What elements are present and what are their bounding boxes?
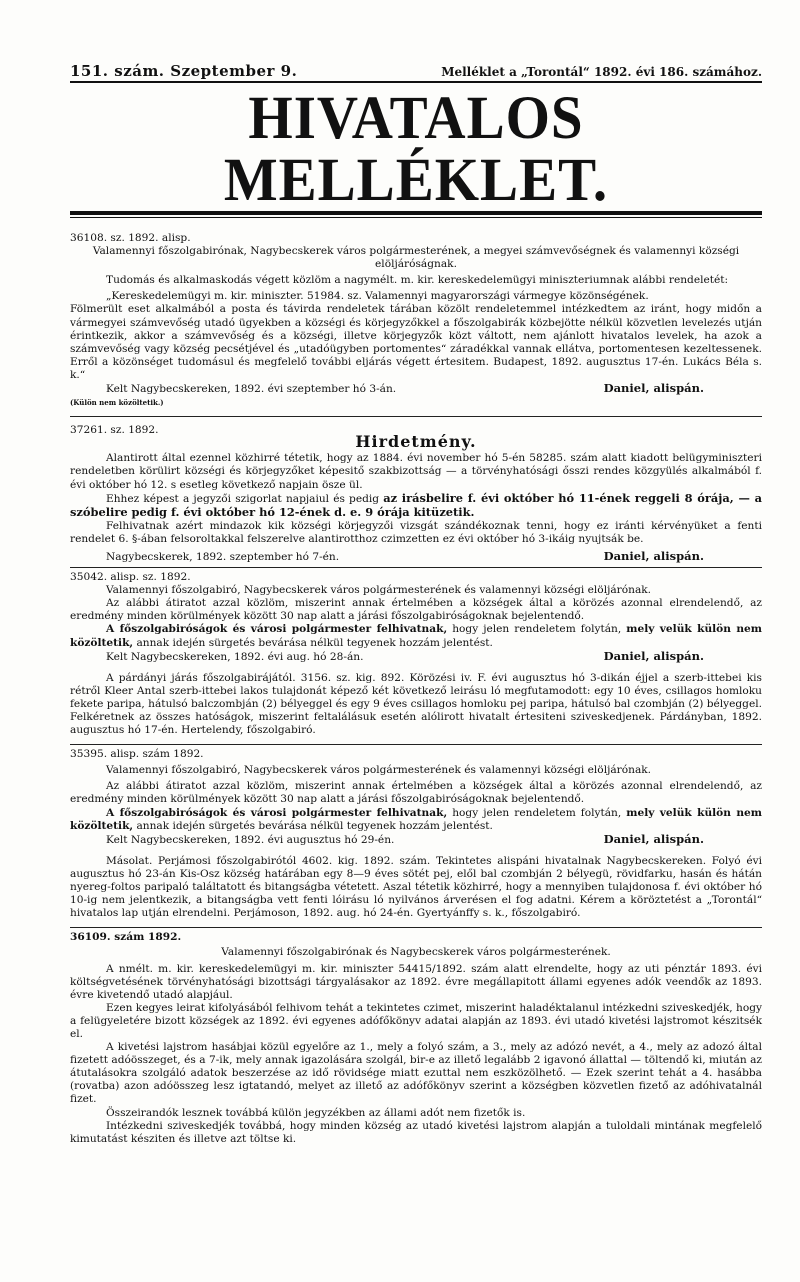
- schedule-dates: az irásbelire f. évi október hó 11-ének reggeli 8 órája, — a szóbelire pedig f. évi október hó 12-ének d. e. 9 órája kitüzetik.: [70, 490, 762, 519]
- notice-address: Valamennyi főszolgabiró, Nagybecskerek város polgármesterének és valamennyi községi elöljárónak.: [106, 584, 652, 597]
- notice-reference: 35042. alisp. sz. 1892.: [70, 571, 191, 584]
- notice-instructions: [70, 623, 762, 649]
- signatory: Daniel, alispán.: [603, 548, 704, 563]
- document-body: [70, 218, 762, 1146]
- notice-paragraph: Intézkedni sziveskedjék továbbá, hogy minden község az utadó kivetési lajstrom alapján a tuloldali mintának megfelelő kimutatást késziten és illetve azt töltse ki.: [70, 1119, 762, 1145]
- notice-35042: [70, 568, 762, 737]
- plain-phrase: hogy jelen rendeletem folytán,: [447, 623, 627, 636]
- notice-37261: [70, 417, 762, 564]
- notice-35395: [70, 745, 762, 920]
- notice-paragraph: Összeirandók lesznek továbbá külön jegyzékben az állami adót nem fizetők is.: [106, 1106, 526, 1119]
- supplement-note: Melléklet a „Torontál“ 1892. évi 186. számához.: [441, 65, 762, 79]
- notice-36109: [70, 928, 762, 1146]
- bold-phrase: mely velük külön nem közöltetik,: [70, 806, 762, 832]
- announcement-title: Hirdetmény.: [355, 432, 477, 452]
- signatory: Daniel, alispán.: [603, 648, 704, 663]
- announcement-paragraph: Alantirott által ezennel közhirré tétetik, hogy az 1884. évi november hó 5-én 58285. szám alatt kiadott belügyminiszteri rendeletben körülirt községi és körjegyzőket képesitő szakbizottság — a törvényhatósági ősszi rendes közgyülés alkalmából f. évi október hó 12. s esetleg következő napjain ösze ül.: [70, 452, 762, 491]
- notice-reference: 36108. sz. 1892. alisp.: [70, 232, 191, 244]
- notice-paragraph: A nmélt. m. kir. kereskedelemügyi m. kir. miniszter 54415/1892. szám alatt elrendelte, hogy az uti pénztár 1893. évi költségvetésének törvényhatósági bizottsági tárgyalásakor az 1892. évre megállapitott állami egyenes adók veendők az 1893. évre kivetendő utadó alapjául.: [70, 962, 762, 1001]
- notice-paragraph: Az alábbi átiratot azzal közlöm, miszerint annak értelmében a községek által a körözés azonnal elrendelendő, az eredmény minden körülmények között 30 nap alatt a járási főszolgabiróságoknak bejelentendő.: [70, 597, 762, 623]
- ministry-line: „Kereskedelemügyi m. kir. miniszter. 51984. sz. Valamennyi magyarországi vármegye közönségének.: [106, 290, 649, 303]
- notice-reference: 35395. alisp. szám 1892.: [70, 748, 204, 761]
- signatory: Daniel, alispán.: [603, 381, 704, 396]
- signature-line: [70, 650, 762, 664]
- notice-date: Kelt Nagybecskereken, 1892. évi augusztus hó 29-én.: [106, 833, 395, 846]
- notice-36108: [70, 218, 762, 409]
- notice-date: Kelt Nagybecskereken, 1892. évi aug. hó 28-án.: [106, 650, 364, 663]
- notice-intro: Tudomás és alkalmaskodás végett közlöm a nagymélt. m. kir. kereskedelemügyi miniszteriumnak alábbi rendeletét:: [106, 274, 729, 287]
- bold-phrase: A főszolgabiróságok és városi polgármester felhivatnak,: [106, 806, 448, 819]
- notice-paragraph: Ezen kegyes leirat kifolyásából felhivom tehát a tekintetes czimet, miszerint haladéktalanul intézkedni sziveskedjék, hogy a felügyeletére bizott községek az 1892. évi egyenes adófőkönyv adatai alapján az 1893. évi utadó kivetési lajstromot készitsék el.: [70, 1001, 762, 1040]
- plain-phrase: annak idején sürgetés bevárása nélkül tegyenek hozzám jelentést.: [133, 636, 493, 649]
- bold-phrase: mely velük külön nem közöltetik,: [70, 623, 762, 649]
- notice-address: Valamennyi főszolgabirónak és Nagybecskerek város polgármesterének.: [221, 946, 611, 959]
- signature-line: [70, 550, 762, 564]
- application-instructions: Felhivatnak azért mindazok kik községi körjegyzői vizsgát szándékoznak tenni, hogy ez iránti kérvényüket a fenti rendelet 6. §-ában felsoroltakkal felszerelve alantirotthoz czimzetten ez évi október hó 3-ikáig nyujtsák be.: [70, 519, 762, 545]
- notice-address: Valamennyi főszolgabiró, Nagybecskerek város polgármesterének és valamennyi községi elöljárónak.: [106, 764, 652, 777]
- transcript-paragraph: A párdányi járás főszolgabirájától. 3156. sz. kig. 892. Körözési iv. F. évi augusztus hó 3-dikán éjjel a szerb-ittebei kis rétről Kleer Antal szerb-ittebei lakos tulajdonát képező két következő leirásu ló megfutamodott: egy 10 éves, csillagos homloku fekete paripa, hátulsó balczombján (2) bélyeggel és egy 9 éves csillagos homloku pej paripa, hátulsó bal czombján (2) bélyeggel. Felkéretnek az összes hatóságok, miszerint feltalálásuk esetén alólirott hivatalt értesiteni sziveskedjenek. Párdányban, 1892. augusztus hó 17-én. Hertelendy, főszolgabiró.: [70, 671, 762, 737]
- signatory: Daniel, alispán.: [603, 831, 704, 846]
- masthead-title: HIVATALOS MELLÉKLET.: [223, 84, 609, 214]
- notice-paragraph: A kivetési lajstrom hasábjai közül egyelőre az 1., mely a folyó szám, a 3., mely az adózó nevét, a 4., mely az adozó által fizetett adóösszeget, és a 7-ik, mely annak igazolására szolgál, bir-e az illető legalább 2 igavonó állattal — töltendő ki, miután az átutalásokra szolgáló adatok beszerzése az idő rövidsége miatt ezuttal nem eszközölhető. — Ezek szerint tehát a 4. hasábba (rovatba) azon adóösszeg lesz igtatandó, melyet az illető az adófőkönyv szerint a községben közvetlen fizető az adóhivatalnál fizet.: [70, 1041, 762, 1106]
- bold-phrase: A főszolgabiróságok és városi polgármester felhivatnak,: [106, 623, 448, 636]
- decree-text: Fölmerült eset alkalmából a posta és távirda rendeletek tárában közölt rendeletemmel intézkedtem az iránt, hogy midőn a vármegyei számvevőség utadó ügyekben a községi és körjegyzőkkel a főszolgabirák közbejötte nélkül közvetlen levelezés utján érintkezik, akkor a számvevőség és a községi, illetve körjegyzők közt váltott, nem ajánlott hivatalos levelek, ha azok a számvevőség vagy község pecsétjével és „utadóügyben portomentes“ záradékkal vannak ellátva, portomentesen kezeltessenek. Erről a közönséget tudomásul és megfelelő további eljárás végett értesitem. Budapest, 1892. augusztus 17-én. Lukács Béla s. k.“: [70, 303, 762, 381]
- footnote: (Külön nem közöltetik.): [70, 398, 164, 408]
- notice-reference: 37261. sz. 1892.: [70, 424, 159, 437]
- page-header: [70, 62, 762, 83]
- plain-phrase: annak idején sürgetés bevárása nélkül tegyenek hozzám jelentést.: [133, 819, 493, 832]
- transcript-paragraph: Másolat. Perjámosi főszolgabirótól 4602. kig. 1892. szám. Tekintetes alispáni hivatalnak Nagybecskereken. Folyó évi augusztus hó 23-án Kis-Osz község határában egy 8—9 éves sötét pej, elől bal czombján 2 bélyegü, rövidfarku, hasán és hátán nyereg-foltos paripaló találtatott és bitangságba vétetett. Aszal tétetik közhirré, hogy a mennyiben tulajdonosa f. évi október hó 10-ig nem jelentkezik, a bitangságba vett fenti lóirásu ló nyilvános árverésen el fog adatni. Kérem a köröztetést a „Torontál“ hivatalos lap utján elrendelni. Perjámoson, 1892. aug. hó 24-én. Gyertyánffy s. k., főszolgabiró.: [70, 854, 762, 920]
- notice-reference: 36109. szám 1892.: [70, 931, 182, 944]
- plain-phrase: hogy jelen rendeletem folytán,: [447, 806, 627, 819]
- notice-date: Kelt Nagybecskereken, 1892. évi szeptember hó 3-án.: [106, 383, 397, 396]
- issue-number: 151. szám. Szeptember 9.: [70, 62, 298, 80]
- notice-paragraph: Az alábbi átiratot azzal közlöm, miszerint annak értelmében a községek által a körözés azonnal elrendelendő, az eredmény minden körülmények között 30 nap alatt a járási főszolgabiróságoknak bejelentendő.: [70, 780, 762, 806]
- notice-instructions: [70, 807, 762, 833]
- signature-line: [70, 833, 762, 847]
- schedule-intro: Ehhez képest a jegyzői szigorlat napjaiul és pedig: [106, 492, 384, 505]
- notice-address: Valamennyi főszolgabirónak, Nagybecskerek város polgármesterének, a megyei számvevőségnek és valamennyi községi elöljáróságnak.: [92, 245, 740, 271]
- signature-line: [70, 382, 762, 396]
- exam-schedule: [70, 492, 762, 520]
- notice-date: Nagybecskerek, 1892. szeptember hó 7-én.: [106, 550, 340, 563]
